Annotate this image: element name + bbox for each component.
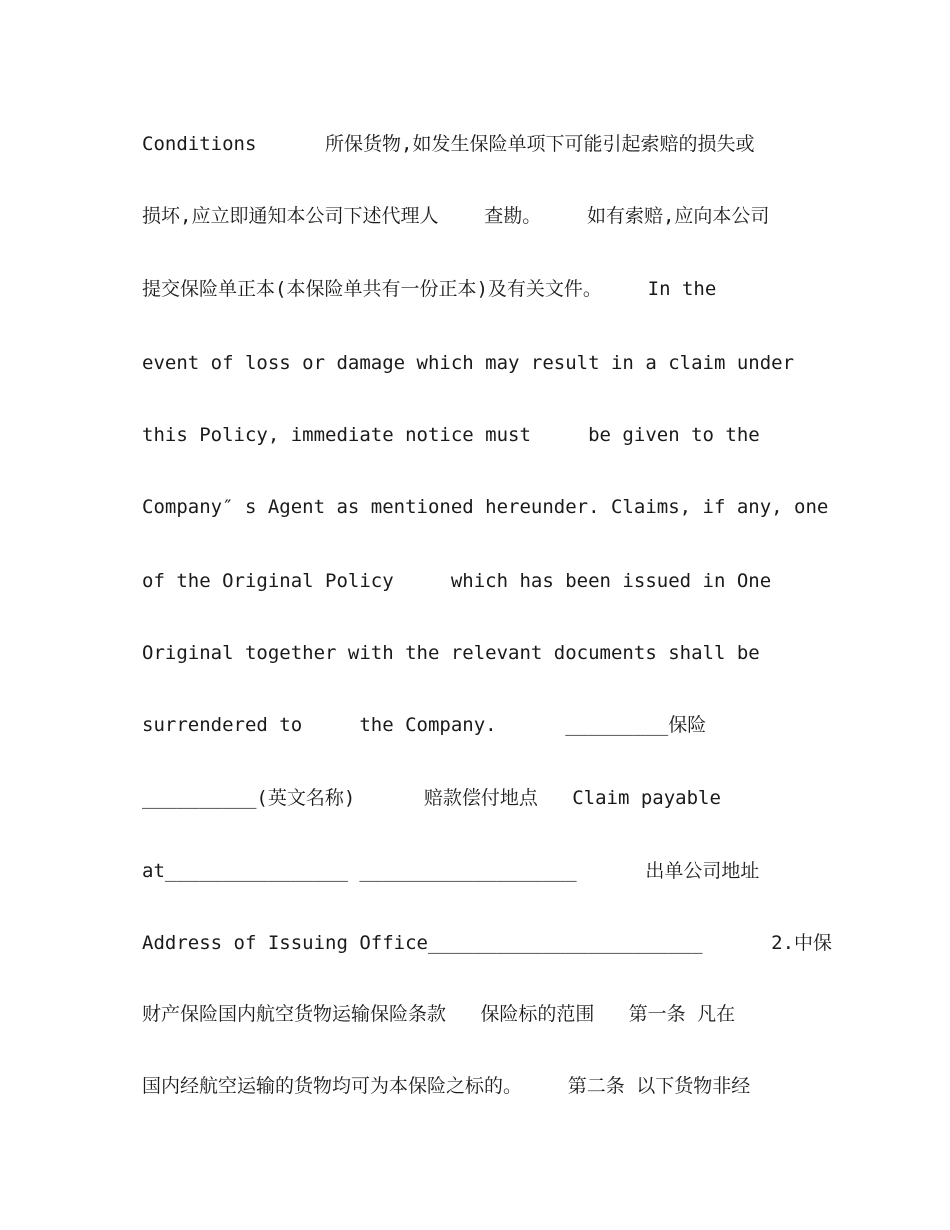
text-line: this Policy, immediate notice must be given to the — [142, 424, 760, 446]
text-line: event of loss or damage which may result in a claim under — [142, 352, 795, 374]
text-line: Address of Issuing Office________________________ 2.中保 — [142, 932, 833, 954]
text-line: 提交保险单正本(本保险单共有一份正本)及有关文件。 In the — [142, 278, 717, 300]
text-line: 损坏,应立即通知本公司下述代理人 查勘。 如有索赔,应向本公司 — [142, 205, 770, 227]
text-line: 财产保险国内航空货物运输保险条款 保险标的范围 第一条 凡在 — [142, 1003, 736, 1025]
text-line: 国内经航空运输的货物均可为本保险之标的。 第二条 以下货物非经 — [142, 1075, 751, 1097]
text-line: __________(英文名称) 赔款偿付地点 Claim payable — [142, 787, 721, 809]
text-line: Original together with the relevant documents shall be — [142, 642, 760, 664]
text-line: of the Original Policy which has been issued in One — [142, 570, 772, 592]
text-line: Company″ s Agent as mentioned hereunder. Claims, if any, one — [142, 496, 829, 518]
text-line: Conditions 所保货物,如发生保险单项下可能引起索赔的损失或 — [142, 133, 755, 155]
text-line: surrendered to the Company. _________保险 — [142, 714, 707, 736]
text-line: at________________ ___________________ 出单公司地址 — [142, 860, 760, 882]
